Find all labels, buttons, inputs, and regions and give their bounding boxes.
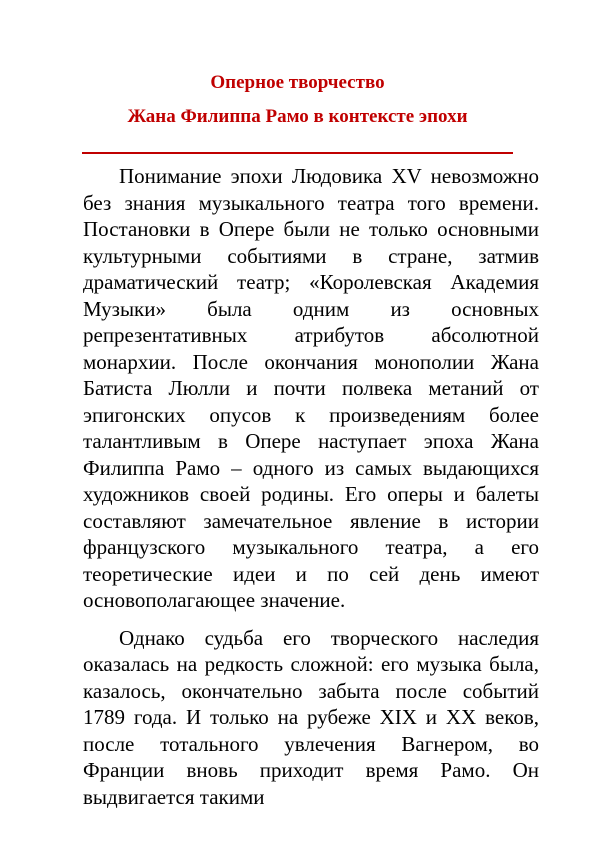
paragraph-1: Понимание эпохи Людовика XV невозможно без знания музыкального театра того времени. Постановки в Опере были не только основными культурными событиями в стране, затмив драматический театр; «Королевская Академия Музыки» была одним из основных репрезентативных атрибутов абсолютной монархии. После окончания монополии Жана Батиста Люлли и почти полвека метаний от эпигонских опусов к произведениям более талантливым в Опере наступает эпоха Жана Филиппа Рамо – одного из самых выдающихся художников своей родины. Его оперы и балеты составляют замечательное явление в истории французского музыкального театра, а его теоретические идеи и по сей день имеют основополагающее значение. bbox=[83, 164, 539, 612]
title-line-2: Жана Филиппа Рамо в контексте эпохи bbox=[127, 106, 468, 127]
paragraph-2: Однако судьба его творческого наследия оказалась на редкость сложной: его музыка была, казалось, окончательно забыта после событий 1789 года. И только на рубеже XIX и XX веков, после тотального увлечения Вагнером, во Франции вновь приходит время Рамо. Он выдвигается такими bbox=[83, 625, 539, 809]
title-line-1: Оперное творчество bbox=[210, 72, 385, 93]
body-text bbox=[83, 163, 539, 810]
document-title bbox=[60, 66, 535, 134]
title-underline bbox=[82, 152, 513, 154]
